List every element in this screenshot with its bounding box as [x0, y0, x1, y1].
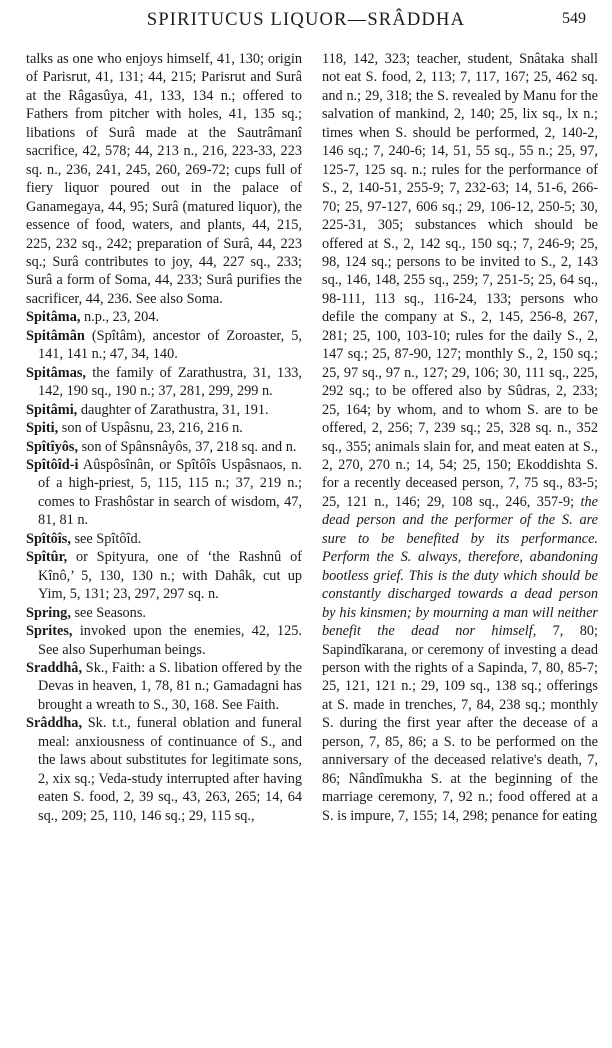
continuation-text: talks as one who enjoys himself, 41, 130; origin of Parisrut, 41, 131; 44, 215; Parisrut and Surâ at the Râgasûya, 41, 133, 134 n.; offered to Fathers from pitcher with holes, 41, 135 sq.; libations of Surâ made at the Sautrâmanî sacrifice, 42, 578; 44, 213 n., 216, 223-33, 223 sq. n., 236, 241, 245, 260, 269-72; cups full of fiery liquor poured out in the palace of Ganamegaya, 44, 95; Surâ (matured liquor), the essence of food, waters, and plants, 44, 215, 225, 232 sq., 242; preparation of Surâ, 44, 223 sq.; Surâ contributes to joy, 44, 227 sq., 233; Surâ a form of Soma, 44, 233; Surâ purifies the sacrificer, 44, 236. See also Soma. — [26, 51, 302, 307]
page-header — [26, 10, 586, 36]
entry-body: Sk. t.t., funeral oblation and funeral meal: anxiousness of continuance of S., and the laws about substitutes for legitimate sons, 2, xix sq.; Veda-study interrupted after having eaten S. food, 2, 39 sq., 43, 263, 265; 14, 64 sq., 209; 25, 110, 146 sq.; 29, 115 sq., — [38, 715, 302, 824]
entry-body: daughter of Zarathustra, 31, 191. — [77, 401, 269, 418]
index-entry — [26, 604, 302, 622]
right-text-part1: 118, 142, 323; teacher, student, Snâtaka shall not eat S. food, 2, 113; 7, 117, 167; 25, 462 sq. and n.; 29, 318; the S. revealed by Manu for the salvation of mankind, 2, 140; 25, lix sq., lx n.; times when S. should be performed, 2, 140-2, 146 sq.; 7, 240-6; 14, 51, 55 sq., 55 n.; 25, 97, 125-7, 125 sq. n.; rules for the performance of S., 2, 140-51, 255-9; 7, 232-63; 14, 51-6, 266-70; 25, 97-127, 606 sq.; 29, 106-12, 250-5; 30, 225-31, 305; substances which should be offered at S., 2, 142 sq., 150 sq.; 7, 246-9; 25, 98, 124 sq.; persons to be invited to S., 2, 143 sq., 146, 148, 255 sq., 259; 7, 251-5; 25, 64 sq., 98-111, 113 sq., 116-24, 133; persons who defile the company at S., 2, 145, 256-8, 267, 281; 25, 100, 103-10; rules for the daily S., 2, 147 sq.; 25, 87-90, 127; monthly S., 2, 150 sq.; 25, 97 sq., 97 n., 127; 29, 106; 30, 111 sq., 225, 292 sq.; to be offered also by Sûdras, 2, 233; 25, 164; by whom, and to whom S. are to be offered, 2, 256; 7, 239 sq.; 25, 328 sq. n., 352 sq., 355; animals slain for, and meat eaten at S., 2, 270, 270 n.; 14, 54; 25, 150; Ekoddishta S. for a recently deceased person, 7, 75 sq., 83-5; 25, 121 n., 146; 29, 108 sq., 246, 357-9; — [322, 51, 598, 510]
index-entry — [26, 456, 302, 530]
entry-body: son of Spânsnâyôs, 37, 218 sq. and n. — [78, 438, 297, 455]
index-entry — [26, 548, 302, 603]
entry-headword: Sprites, — [26, 623, 73, 640]
left-column — [26, 50, 302, 1044]
entry-headword: Spitâmi, — [26, 401, 78, 418]
index-entry — [26, 364, 302, 401]
entry-headword: Spring, — [26, 604, 71, 621]
entry-headword: Spîtîyôs, — [26, 438, 79, 455]
index-entry — [26, 438, 302, 456]
page-number: 549 — [562, 10, 586, 27]
index-entry — [26, 530, 302, 548]
entry-body: n.p., 23, 204. — [80, 309, 160, 326]
entry-list — [26, 308, 302, 825]
right-text — [322, 50, 598, 825]
entry-headword: Spîtûr, — [26, 549, 68, 566]
entry-body: or Spityura, one of ‘the Rashnû of Kînô,’ 5, 130, 130 n.; with Dahâk, cut up Yim, 5, 131; 23, 297, 297 sq. n. — [38, 549, 302, 603]
entry-headword: Spiti, — [26, 420, 59, 437]
entry-headword: Spîtôîs, — [26, 530, 71, 547]
index-entry — [26, 401, 302, 419]
italic-quote: the dead person and the performer of the S. are sure to be benefited by its performance. Perform the S. always, therefore, abandoning bootless grief. This is the duty which should be constantly discharged towards a dead person by his kinsmen; by mourning a man will neither benefit the dead nor himself, — [322, 493, 598, 640]
entry-headword: Spitâma, — [26, 309, 81, 326]
entry-body: son of Uspâsnu, 23, 216, 216 n. — [58, 420, 243, 437]
entry-headword: Spitâmân — [26, 327, 85, 344]
entry-body: the family of Zarathustra, 31, 133, 142, 190 sq., 190 n.; 37, 281, 299, 299 n. — [38, 364, 302, 400]
entry-headword: Spitâmas, — [26, 364, 86, 381]
entry-headword: Spîtôîd-i — [26, 456, 79, 473]
index-entry — [26, 419, 302, 437]
entry-body: invoked upon the enemies, 42, 125. See also Superhuman beings. — [38, 623, 302, 658]
entry-body: Aûspôsînân, or Spîtôîs Uspâsnaos, n. of a high-priest, 5, 115, 115 n.; 37, 219 n.; comes to Frashôstar in search of wisdom, 47, 81, 81 n. — [38, 456, 302, 529]
index-entry — [26, 659, 302, 714]
entry-body: Sk., Faith: a S. libation offered by the Devas in heaven, 1, 78, 81 n.; Gamadagni has brought a wreath to S., 30, 168. See Faith. — [38, 659, 302, 713]
index-entry — [26, 327, 302, 364]
entry-body: see Spîtôîd. — [70, 530, 142, 547]
index-entry — [26, 622, 302, 659]
right-column — [322, 50, 598, 1044]
entry-headword: Srâddha, — [26, 715, 83, 732]
index-columns — [26, 50, 598, 1044]
right-text-part2: 7, 80; Sapindîkarana, or ceremony of investing a dead person with the rights of a Sapinda, 7, 80, 85-7; 25, 121, 121 n.; 29, 109 sq., 138 sq.; offerings at S. made in trenches, 7, 84, 238 sq.; monthly S. during the first year after the decease of a person, 7, 85, 86; a S. to be performed on the anniversary of the deceased relative's death, 7, 86; Nândîmukha S. at the beginning of the marriage ceremony, 7, 92 n.; food offered at a S. is impure, 7, 155; 14, 298; penance for eating — [322, 623, 598, 824]
entry-headword: Sraddhâ, — [26, 659, 83, 676]
index-entry — [26, 714, 302, 825]
entry-body: see Seasons. — [70, 604, 146, 621]
entry-body: (Spîtâm), ancestor of Zoroaster, 5, 141, 141 n.; 47, 34, 140. — [38, 327, 302, 363]
running-head: SPIRITUCUS LIQUOR—SRÂDDHA — [146, 10, 466, 30]
index-entry — [26, 308, 302, 326]
